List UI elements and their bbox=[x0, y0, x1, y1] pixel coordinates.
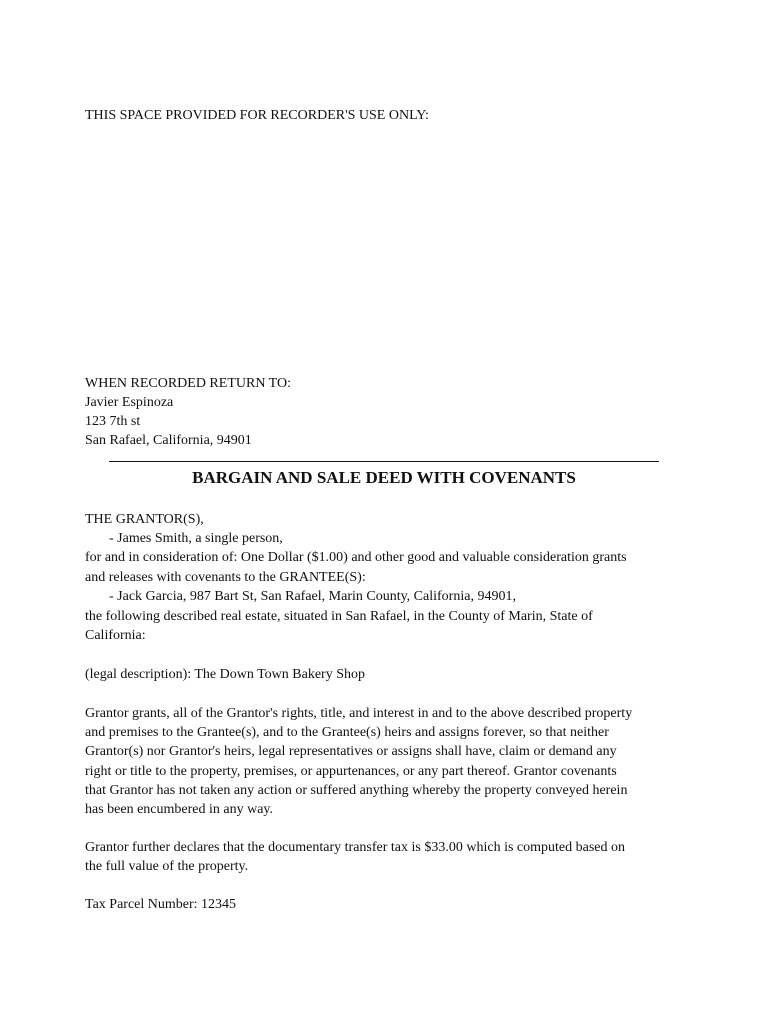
recorder-notice: THIS SPACE PROVIDED FOR RECORDER'S USE ONLY: bbox=[85, 108, 429, 123]
grantor-heading: THE GRANTOR(S), bbox=[85, 512, 204, 527]
return-to-name: Javier Espinoza bbox=[85, 395, 174, 410]
grant-paragraph-line: Grantor(s) nor Grantor's heirs, legal representatives or assigns shall have, claim or demand any bbox=[85, 744, 617, 759]
grant-paragraph-line: that Grantor has not taken any action or suffered anything whereby the property conveyed herein bbox=[85, 783, 628, 798]
return-to-label: WHEN RECORDED RETURN TO: bbox=[85, 376, 291, 391]
deed-title: BARGAIN AND SALE DEED WITH COVENANTS bbox=[192, 468, 576, 487]
grant-paragraph-line: right or title to the property, premises, or appurtenances, or any part thereof. Grantor covenants bbox=[85, 764, 617, 779]
title-divider bbox=[109, 461, 659, 462]
real-estate-line-2: California: bbox=[85, 628, 146, 643]
grantor-item: - James Smith, a single person, bbox=[109, 531, 283, 546]
tax-paragraph-line: the full value of the property. bbox=[85, 859, 249, 874]
return-to-city: San Rafael, California, 94901 bbox=[85, 433, 252, 448]
grant-paragraph-line: has been encumbered in any way. bbox=[85, 802, 274, 817]
consideration-line-2: and releases with covenants to the GRANTEE(S): bbox=[85, 570, 366, 585]
grant-paragraph-line: Grantor grants, all of the Grantor's rights, title, and interest in and to the above described property bbox=[85, 706, 633, 721]
consideration-line-1: for and in consideration of: One Dollar ($1.00) and other good and valuable consideration grants bbox=[85, 550, 627, 565]
grantee-item: - Jack Garcia, 987 Bart St, San Rafael, Marin County, California, 94901, bbox=[109, 589, 516, 604]
legal-description: (legal description): The Down Town Bakery Shop bbox=[85, 667, 366, 682]
return-to-street: 123 7th st bbox=[85, 414, 141, 429]
grant-paragraph-line: and premises to the Grantee(s), and to the Grantee(s) heirs and assigns forever, so that neither bbox=[85, 725, 609, 740]
tax-parcel-number: Tax Parcel Number: 12345 bbox=[85, 897, 237, 912]
real-estate-line-1: the following described real estate, situated in San Rafael, in the County of Marin, State of bbox=[85, 609, 593, 624]
tax-paragraph-line: Grantor further declares that the documentary transfer tax is $33.00 which is computed based on bbox=[85, 840, 625, 855]
